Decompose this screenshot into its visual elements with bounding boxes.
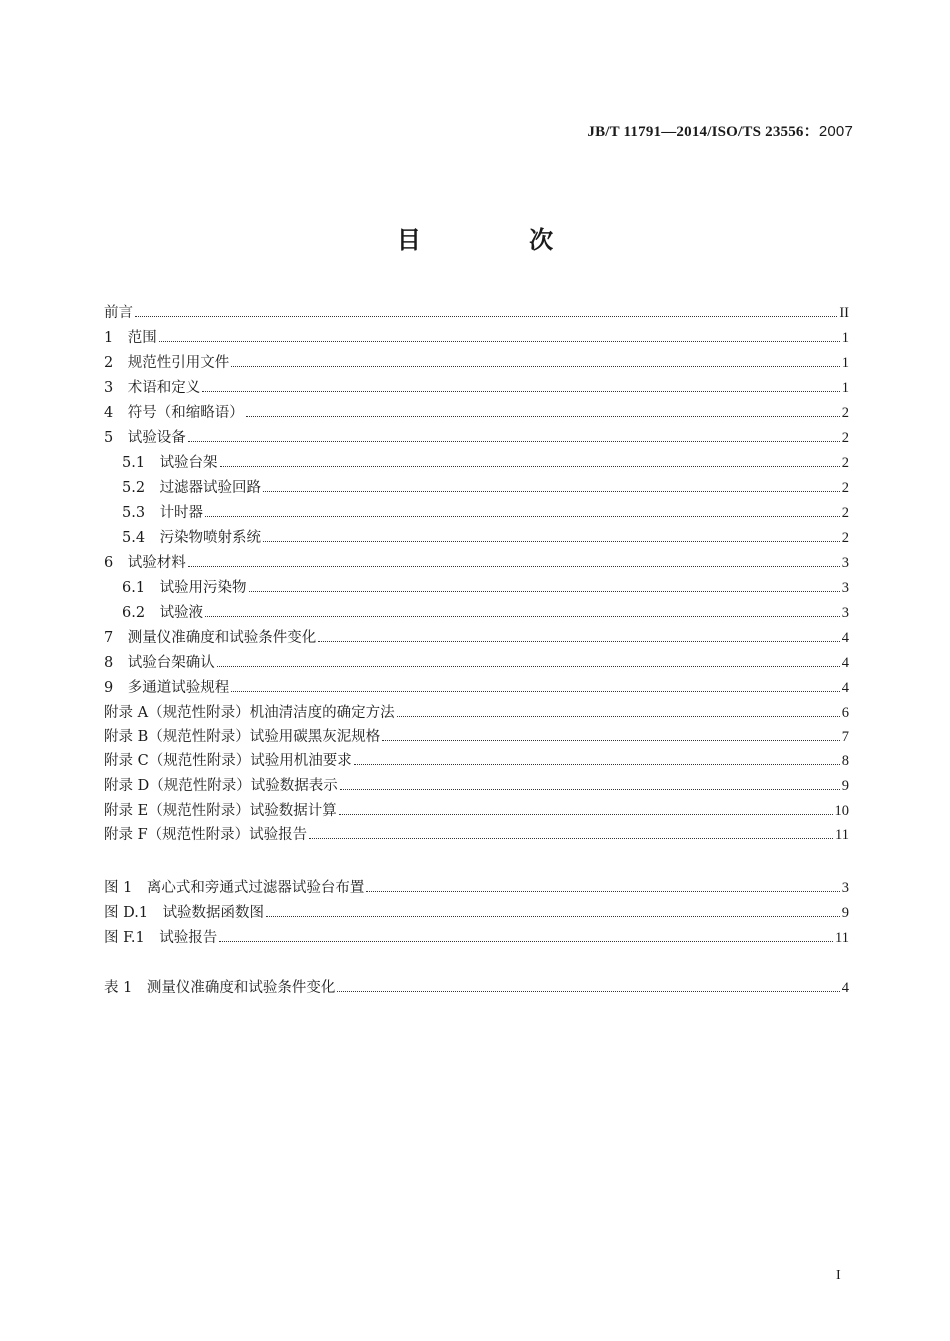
tables-entry-label: 测量仪准确度和试验条件变化 bbox=[146, 979, 336, 996]
dot-leader bbox=[217, 666, 840, 667]
toc-entry-number: 4 bbox=[104, 404, 114, 421]
dot-leader bbox=[354, 764, 840, 765]
toc-entry-page: 4 bbox=[841, 654, 849, 671]
standard-code-header bbox=[587, 120, 853, 141]
toc-entry-page: 2 bbox=[841, 479, 849, 496]
dot-leader bbox=[188, 441, 840, 442]
dot-leader bbox=[219, 941, 833, 942]
spacer bbox=[132, 981, 147, 996]
toc-entry-page: 1 bbox=[841, 379, 849, 396]
toc-entry[interactable] bbox=[104, 771, 849, 793]
spacer bbox=[145, 931, 160, 946]
toc-entry-number: 附录 B bbox=[104, 728, 149, 745]
toc-entry[interactable] bbox=[122, 448, 849, 470]
toc-entry-label: 污染物喷射系统 bbox=[159, 529, 262, 546]
toc-entry-page: 11 bbox=[835, 826, 849, 843]
dot-leader bbox=[309, 838, 833, 839]
spacer bbox=[113, 381, 128, 396]
toc-entry-label: 试验台架 bbox=[159, 454, 218, 471]
toc-entry[interactable] bbox=[104, 673, 849, 695]
dot-leader bbox=[263, 541, 840, 542]
toc-entry[interactable] bbox=[104, 796, 849, 818]
toc-entry-page: 2 bbox=[841, 404, 849, 421]
toc-entry-number: 5.1 bbox=[122, 454, 146, 471]
spacer bbox=[145, 456, 160, 471]
toc-entry-label: 试验材料 bbox=[127, 554, 186, 571]
toc-entry-label: 测量仪准确度和试验条件变化 bbox=[127, 629, 317, 646]
figures-entry-number: 图 F.1 bbox=[104, 929, 145, 946]
toc-entry-page: 9 bbox=[841, 777, 849, 794]
toc-entry-number: 5 bbox=[104, 429, 114, 446]
toc-entry-number: 9 bbox=[104, 679, 114, 696]
toc-entry-page: 4 bbox=[841, 629, 849, 646]
spacer bbox=[113, 631, 128, 646]
toc-entry-number: 2 bbox=[104, 354, 114, 371]
dot-leader bbox=[220, 466, 840, 467]
toc-entry[interactable] bbox=[104, 698, 849, 720]
spacer bbox=[113, 681, 128, 696]
figures-entry-page: 3 bbox=[841, 879, 849, 896]
dot-leader bbox=[366, 891, 839, 892]
toc-entry-page: 6 bbox=[841, 704, 849, 721]
toc-entry-page: 2 bbox=[841, 454, 849, 471]
figures-entry-number: 图 1 bbox=[104, 879, 133, 896]
toc-entry-page: 3 bbox=[841, 604, 849, 621]
toc-entry-label: 试验液 bbox=[159, 604, 204, 621]
toc-entry-number: 附录 C bbox=[104, 752, 149, 769]
toc-entry-number: 附录 A bbox=[104, 704, 149, 721]
toc-entry-number: 6.2 bbox=[122, 604, 146, 621]
spacer bbox=[145, 481, 160, 496]
spacer bbox=[113, 356, 128, 371]
toc-entry-number: 5.4 bbox=[122, 529, 146, 546]
dot-leader bbox=[159, 341, 840, 342]
figures-entry-label: 试验报告 bbox=[159, 929, 218, 946]
dot-leader bbox=[135, 316, 837, 317]
toc-entry[interactable] bbox=[104, 423, 849, 445]
dot-leader bbox=[318, 641, 840, 642]
figures-entry-number: 图 D.1 bbox=[104, 904, 149, 921]
toc-entry-number: 5.2 bbox=[122, 479, 146, 496]
toc-entry-label: 计时器 bbox=[159, 504, 204, 521]
dot-leader bbox=[188, 566, 840, 567]
toc-entry[interactable] bbox=[122, 498, 849, 520]
toc-entry-page: 1 bbox=[841, 354, 849, 371]
spacer bbox=[113, 406, 128, 421]
dot-leader bbox=[397, 716, 840, 717]
toc-entry-label: 试验用污染物 bbox=[159, 579, 247, 596]
spacer bbox=[113, 431, 128, 446]
toc-entry[interactable] bbox=[122, 573, 849, 595]
tables-entry-number: 表 1 bbox=[104, 979, 133, 996]
toc-entry-number: 5.3 bbox=[122, 504, 146, 521]
dot-leader bbox=[340, 789, 840, 790]
figures-entry[interactable] bbox=[104, 873, 849, 895]
figures-entry[interactable] bbox=[104, 923, 849, 945]
toc-entry-number: 附录 E bbox=[104, 802, 149, 819]
dot-leader bbox=[202, 391, 840, 392]
toc-entry-page: 3 bbox=[841, 554, 849, 571]
toc-entry[interactable] bbox=[104, 348, 849, 370]
toc-entry-number: 3 bbox=[104, 379, 114, 396]
spacer bbox=[132, 881, 147, 896]
figures-entry-page: 11 bbox=[835, 929, 849, 946]
toc-entry[interactable] bbox=[122, 598, 849, 620]
toc-entry-label: 符号（和缩略语） bbox=[127, 404, 244, 421]
page-number: I bbox=[836, 1268, 841, 1283]
dot-leader bbox=[337, 991, 839, 992]
spacer bbox=[145, 581, 160, 596]
toc-entry-number: 附录 F bbox=[104, 826, 148, 843]
toc-entry-number: 6 bbox=[104, 554, 114, 571]
toc-entry[interactable] bbox=[104, 298, 849, 320]
toc-entry-label: 术语和定义 bbox=[127, 379, 201, 396]
toc-entry-number: 6.1 bbox=[122, 579, 146, 596]
dot-leader bbox=[231, 366, 840, 367]
toc-entry[interactable] bbox=[104, 722, 849, 744]
toc-entry-number: 7 bbox=[104, 629, 114, 646]
toc-entry[interactable] bbox=[104, 323, 849, 345]
toc-entry-label: （规范性附录）机油清洁度的确定方法 bbox=[148, 704, 395, 721]
toc-entry-page: 2 bbox=[841, 504, 849, 521]
toc-entry[interactable] bbox=[122, 473, 849, 495]
toc-entry[interactable] bbox=[104, 746, 849, 768]
toc-entry-label: 过滤器试验回路 bbox=[159, 479, 262, 496]
toc-entry-page: 7 bbox=[841, 728, 849, 745]
spacer bbox=[145, 506, 160, 521]
toc-entry-number: 1 bbox=[104, 329, 114, 346]
toc-entry-label: 前言 bbox=[104, 304, 133, 321]
figures-entry[interactable] bbox=[104, 898, 849, 920]
toc-entry-page: 2 bbox=[841, 429, 849, 446]
standard-code: JB/T 11791—2014/ISO/TS 23556： bbox=[587, 124, 819, 140]
spacer bbox=[113, 556, 128, 571]
dot-leader bbox=[231, 691, 840, 692]
dot-leader bbox=[339, 814, 833, 815]
tables-entry-page: 4 bbox=[841, 979, 849, 996]
toc-entry-page: 2 bbox=[841, 529, 849, 546]
toc-entry[interactable] bbox=[104, 398, 849, 420]
dot-leader bbox=[205, 616, 840, 617]
toc-entry-page: 1 bbox=[841, 329, 849, 346]
tables-entry[interactable] bbox=[104, 973, 849, 995]
spacer bbox=[145, 531, 160, 546]
toc-entry-page: II bbox=[839, 304, 849, 321]
toc-entry-page: 8 bbox=[841, 752, 849, 769]
toc-entry-label: 试验台架确认 bbox=[127, 654, 215, 671]
toc-entry[interactable] bbox=[122, 523, 849, 545]
toc-entry[interactable] bbox=[104, 820, 849, 842]
dot-leader bbox=[263, 491, 840, 492]
spacer bbox=[145, 606, 160, 621]
toc-entry[interactable] bbox=[104, 548, 849, 570]
toc-entry-label: （规范性附录）试验用碳黑灰泥规格 bbox=[148, 728, 381, 745]
toc-entry-page: 4 bbox=[841, 679, 849, 696]
spacer bbox=[113, 656, 128, 671]
toc-entry-label: 多通道试验规程 bbox=[127, 679, 230, 696]
toc-entry[interactable] bbox=[104, 623, 849, 645]
figures-entry-page: 9 bbox=[841, 904, 849, 921]
spacer bbox=[113, 331, 128, 346]
toc-entry-label: 范围 bbox=[127, 329, 157, 346]
dot-leader bbox=[205, 516, 840, 517]
toc-entry-page: 3 bbox=[841, 579, 849, 596]
toc-entry-label: （规范性附录）试验报告 bbox=[147, 826, 308, 843]
toc-entry[interactable] bbox=[104, 648, 849, 670]
dot-leader bbox=[246, 416, 840, 417]
dot-leader bbox=[266, 916, 840, 917]
toc-entry-number: 8 bbox=[104, 654, 114, 671]
spacer bbox=[148, 906, 163, 921]
toc-entry-label: 规范性引用文件 bbox=[127, 354, 230, 371]
toc-entry-page: 10 bbox=[834, 802, 849, 819]
toc-entry-number: 附录 D bbox=[104, 777, 150, 794]
toc-entry-label: （规范性附录）试验数据计算 bbox=[148, 802, 337, 819]
standard-year: 2007 bbox=[818, 123, 853, 140]
toc-entry-label: （规范性附录）试验数据表示 bbox=[149, 777, 338, 794]
figures-entry-label: 离心式和旁通式过滤器试验台布置 bbox=[146, 879, 365, 896]
toc-entry-label: （规范性附录）试验用机油要求 bbox=[148, 752, 352, 769]
toc-entry[interactable] bbox=[104, 373, 849, 395]
dot-leader bbox=[249, 591, 840, 592]
figures-entry-label: 试验数据函数图 bbox=[162, 904, 265, 921]
dot-leader bbox=[382, 740, 839, 741]
toc-entry-label: 试验设备 bbox=[127, 429, 186, 446]
page-title: 目 次 bbox=[396, 226, 604, 254]
